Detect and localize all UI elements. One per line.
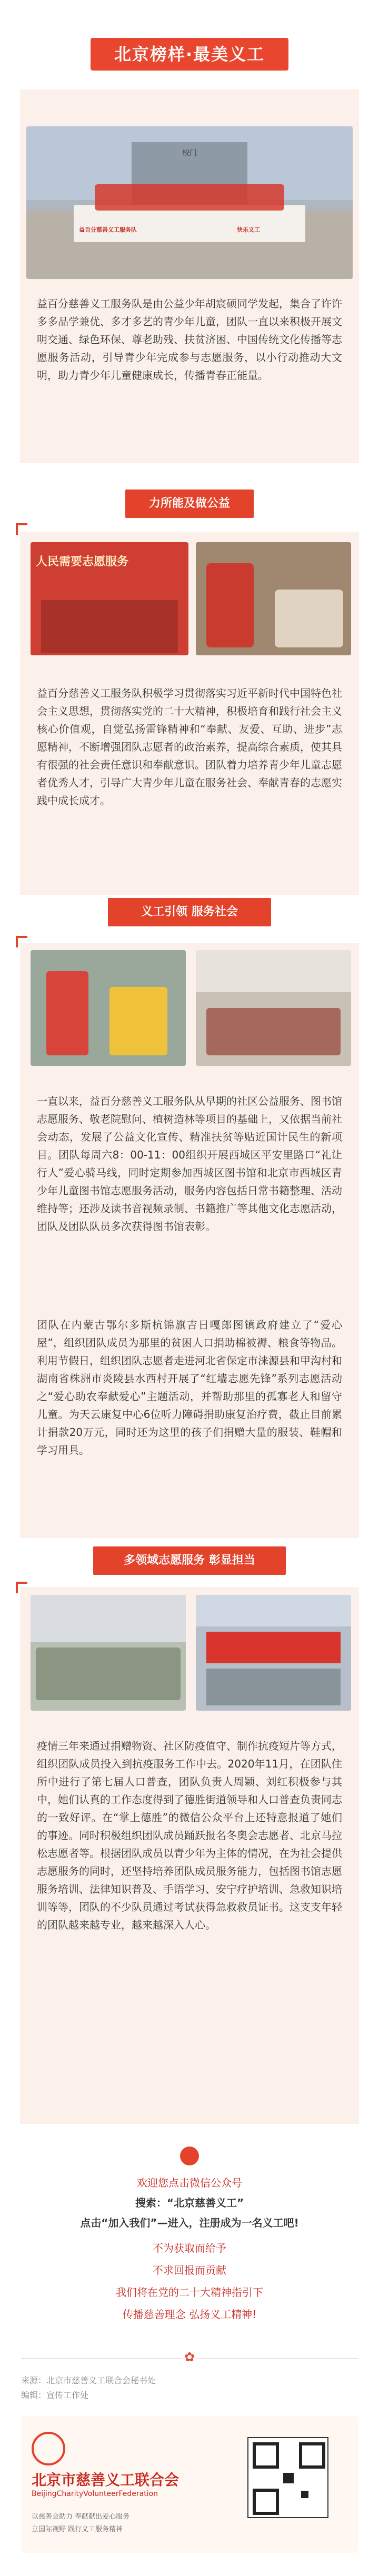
banner-left-text: 益百分慈善义工服务队	[79, 226, 137, 233]
banner-right-text: 快乐义工	[237, 226, 260, 233]
intro-paragraph: 益百分慈善义工服务队是由公益少年胡宸硕同学发起，集合了许许多多品学兼优、多才多艺的青少年儿童，团队一直以来积极开展文明交通、绿色环保、尊老助残、扶贫济困、中国传统文化传播等志愿服务活动，引导青少年完成参与志愿服务，以小行动推动大文明，助力青少年儿童健康成长，传播青春正能量。	[37, 297, 342, 382]
cta-search-prefix: 搜索：	[135, 2196, 167, 2209]
footer-source: 来源：北京市慈善义工联合会秘书处	[21, 2375, 156, 2385]
cta-line-2: 不求回报而贡献	[153, 2264, 226, 2277]
page-title: 北京榜样·最美义工	[114, 44, 265, 64]
section2-paragraph-1: 一直以来，益百分慈善义工服务队从早期的社区公益服务、图书馆志愿服务、敬老院慰问、植树造林等项目的基础上，又依据当前社会动态，发展了公益文化宣传、精准扶贫等贴近国计民生的新项目。团队每周六8：00-11：00组织开展西城区平安里路口“礼让行人”爱心骑马线，同时定期参加西城区图书馆和北京市西城区青少年儿童图书馆志愿服务活动，服务内容包括日常书籍整理、活动维持等；还涉及读书音视频录制、书籍推广等其他文化志愿活动，团队及团队队员多次获得图书馆表彰。	[37, 1095, 342, 1233]
section-label-3: 多领域志愿服务 彰显担当	[93, 1546, 286, 1575]
footer-editor: 编辑：宣传工作处	[21, 2390, 89, 2400]
gate-sign: 校门	[182, 149, 197, 157]
cta-line-4: 传播慈善理念 弘扬义工精神!	[122, 2308, 257, 2321]
cta-search-name: “北京慈善义工”	[166, 2196, 244, 2209]
section1-photo-left	[31, 542, 188, 655]
wechat-follow-icon	[180, 2146, 199, 2165]
org-name-en: BeijingCharityVolunteerFederation	[32, 2490, 158, 2498]
org-name-cn: 北京市慈善义工联合会	[32, 2471, 179, 2489]
section3-photo-right	[196, 1595, 351, 1711]
cta-search	[32, 2194, 347, 2212]
footer-slogan-1: 以慈善会助力 奉献献出爱心服务	[32, 2513, 130, 2521]
section3-photo-left	[31, 1595, 186, 1711]
section1-paragraph: 益百分慈善义工服务队积极学习贯彻落实习近平新时代中国特色社会主义思想，贯彻落实党的二十大精神，积极培育和践行社会主义核心价值观，自觉弘扬雷锋精神和“奉献、友爱、互助、进步”志愿精神，不断增强团队志愿者的政治素养，提高综合素质，使其具有很强的社会责任意识和奉献意识。团队着力培养青少年儿童志愿者优秀人才，引导广大青少年儿童在服务社会、奉献青春的志愿实践中成长成才。	[37, 687, 342, 807]
section1-photo-right	[196, 542, 351, 655]
bow-icon: ✿	[182, 2350, 197, 2364]
footer-slogan-2: 立国际视野 践行义工服务精神	[32, 2525, 123, 2533]
section-label-2: 义工引领 服务社会	[108, 898, 271, 926]
cta-join: 点击“加入我们”—进入，注册成为一名义工吧!	[80, 2216, 299, 2229]
cta-line-3: 我们将在党的二十大精神指引下	[116, 2286, 263, 2299]
section-label-1: 力所能及做公益	[125, 490, 254, 518]
section2-photo-right	[196, 950, 351, 1066]
section2-paragraph-2: 团队在内蒙古鄂尔多斯杭锦旗吉日嘎郎图镇政府建立了“爱心屋”，组织团队成员为那里的贫困人口捐助棉被褥、粮食等物品。利用节假日，组织团队志愿者走进河北省保定市涞源县和甲沟村和湖南省株洲市炎陵县水西村开展了“红墙志愿先锋”系列志愿活动之“爱心助农奉献爱心”主题活动，并帮助那里的孤寡老人和留守儿童。为天云康复中心6位听力障碍捐助康复治疗费，截止目前累计捐款20万元，同时还为这里的孩子们捐赠大量的服装、鞋帽和学习用具。	[37, 1319, 342, 1456]
qr-code	[247, 2437, 328, 2518]
section1-photo-caption: 人民需要志愿服务	[36, 555, 129, 568]
section2-photo-left	[31, 950, 186, 1066]
cta-line-1: 不为获取而给予	[153, 2242, 226, 2254]
cta-welcome: 欢迎您点击微信公众号	[137, 2176, 242, 2189]
section3-paragraph: 疫情三年来通过捐赠物资、社区防疫值守、制作抗疫短片等方式，组织团队成员投入到抗疫服务工作中去。2020年11月，在团队住所中进行了第七届人口普查，团队负责人周颖、刘红积极参与其中，她们认真的工作态度得到了德胜街道领导和人口普查负责同志的一致好评。在“掌上德胜”的微信公众平台上还特意报道了她们的事迹。同时积极组织团队成员踊跃报名冬奥会志愿者、北京马拉松志愿者等。根据团队成员以青少年为主体的情况，在为社会提供志愿服务的同时，还坚持培养团队成员服务能力，包括图书馆志愿服务培训、法律知识普及、手语学习、安宁疗护培训、急救知识培训等等，团队的不少队员通过考试获得急救救员证书。这支支年轻的团队越来越专业，越来越深入人心。	[37, 1740, 342, 1931]
intro-group-photo	[26, 126, 353, 279]
org-logo-icon	[32, 2432, 65, 2465]
